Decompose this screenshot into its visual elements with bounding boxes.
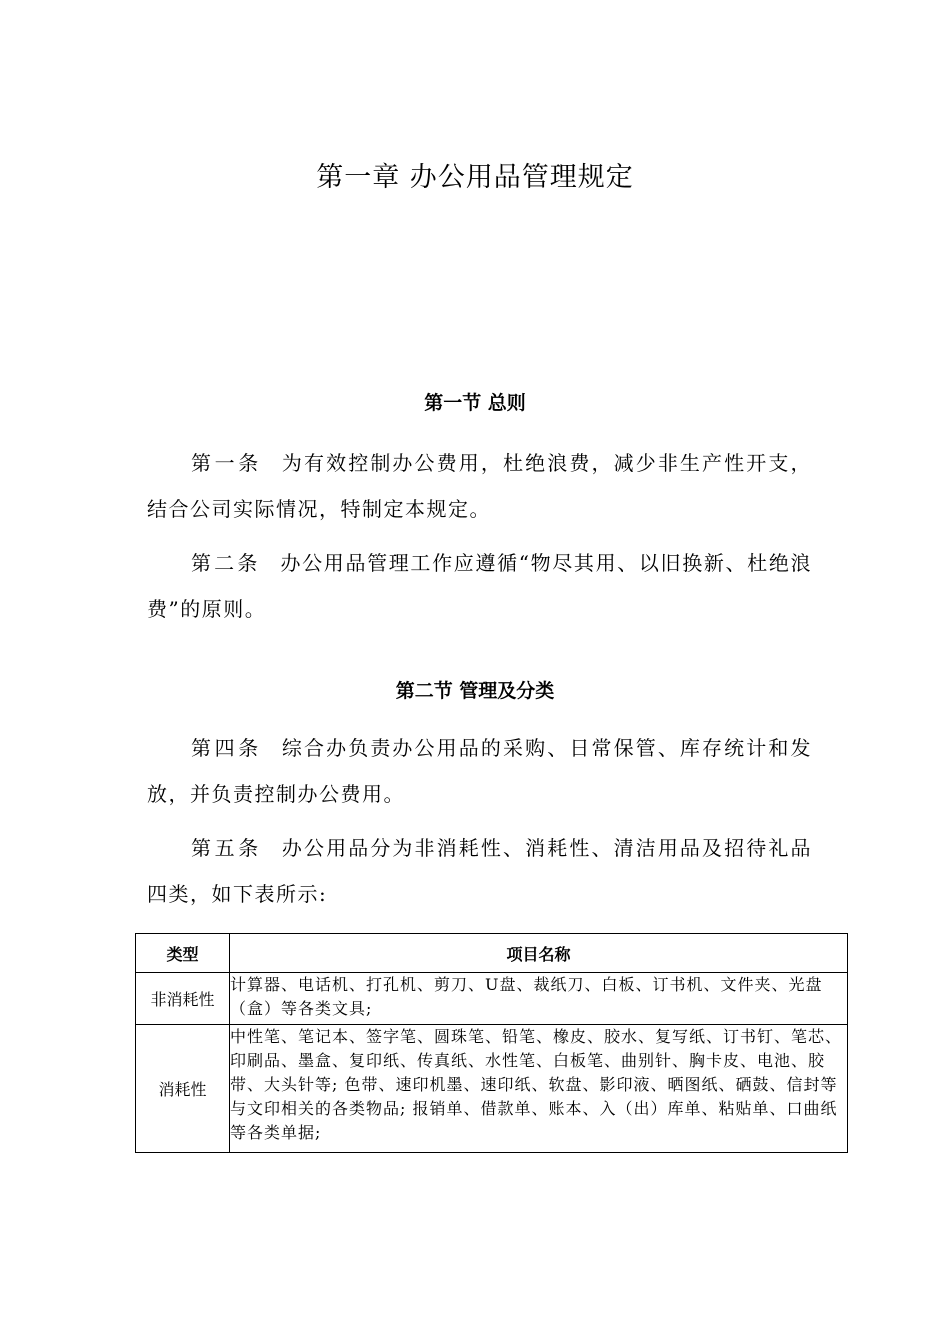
header-type: 类型 — [136, 934, 230, 973]
table-row — [136, 1025, 848, 1153]
header-item-name: 项目名称 — [230, 934, 848, 973]
section-title-management: 第二节 管理及分类 — [395, 680, 555, 702]
article-1 — [147, 440, 812, 532]
article-2 — [147, 540, 812, 632]
article-text: 为有效控制办公费用，杜绝浪费，减少非生产性开支，结合公司实际情况，特制定本规定。 — [147, 451, 813, 521]
article-text: 综合办负责办公用品的采购、日常保管、库存统计和发放，并负责控制办公费用。 — [147, 736, 813, 806]
type-cell: 消耗性 — [136, 1025, 230, 1153]
article-text: 办公用品管理工作应遵循“物尽其用、以旧换新、杜绝浪费”的原则。 — [147, 551, 813, 621]
article-label: 第一条 — [191, 451, 262, 475]
supplies-category-table — [135, 933, 848, 1153]
table-row — [136, 973, 848, 1025]
article-label: 第五条 — [191, 836, 262, 860]
article-label: 第二条 — [191, 551, 261, 575]
article-5 — [147, 825, 812, 917]
article-4 — [147, 725, 812, 817]
items-cell: 计算器、电话机、打孔机、剪刀、U盘、裁纸刀、白板、订书机、文件夹、光盘（盒）等各类文具; — [230, 973, 848, 1025]
article-text: 办公用品分为非消耗性、消耗性、清洁用品及招待礼品四类，如下表所示: — [147, 836, 813, 906]
type-cell: 非消耗性 — [136, 973, 230, 1025]
chapter-title: 第一章 办公用品管理规定 — [316, 162, 634, 193]
table-header-row — [136, 934, 848, 973]
article-label: 第四条 — [191, 736, 262, 760]
section-title-general: 第一节 总则 — [424, 392, 526, 414]
items-cell: 中性笔、笔记本、签字笔、圆珠笔、铅笔、橡皮、胶水、复写纸、订书钉、笔芯、印刷品、墨盒、复印纸、传真纸、水性笔、白板笔、曲别针、胸卡皮、电池、胶带、大头针等; 色带、速印机墨、速印纸、软盘、影印液、晒图纸、硒鼓、信封等与文印相关的各类物品; 报销单、借款单、账本、入（出）库单、粘贴单、口曲纸等各类单据; — [230, 1025, 848, 1153]
